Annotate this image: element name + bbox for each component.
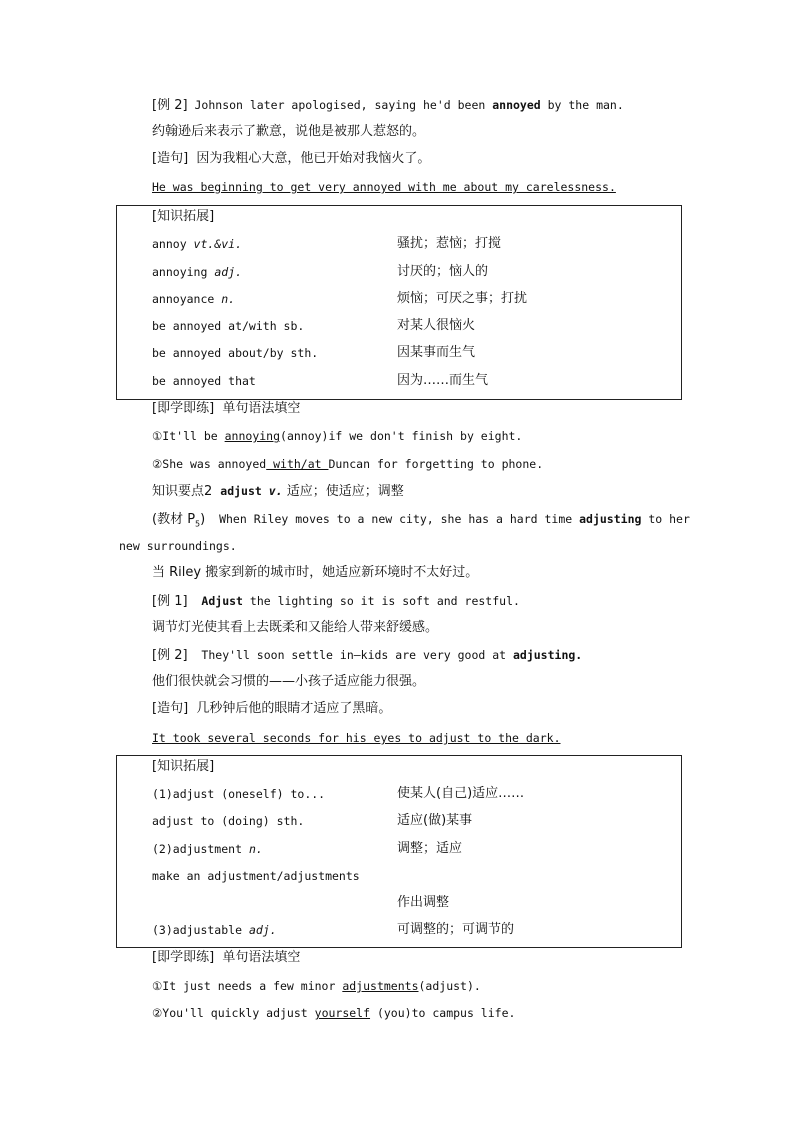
example-1-line: [例 1] Adjust the lighting so it is soft and restful. <box>152 594 520 609</box>
sentence-making-answer: He was beginning to get very annoyed with me about my carelessness. <box>152 180 616 194</box>
practice2-question-2: ②You'll quickly adjust yourself (you)to campus life. <box>152 1006 516 1020</box>
expansion-row: be annoyed at/with sb. <box>152 319 305 333</box>
expansion-meaning: 因为……而生气 <box>397 373 489 388</box>
expansion-row: annoy vt.&vi. <box>152 237 243 251</box>
knowledge-expansion-box-1 <box>116 205 682 400</box>
expansion-meaning: 使某人(自己)适应…… <box>397 786 525 801</box>
practice-heading: [即学即练] 单句语法填空 <box>152 401 301 416</box>
example-1-translation: 调节灯光使其看上去既柔和又能给人带来舒缓感。 <box>152 620 439 635</box>
expansion-meaning: 可调整的；可调节的 <box>397 922 515 937</box>
practice-question-1: ①It'll be annoying(annoy)if we don't finish by eight. <box>152 429 523 443</box>
expansion-meaning: 因某事而生气 <box>397 345 476 360</box>
expansion-meaning: 讨厌的；恼人的 <box>397 264 489 279</box>
expansion-row: adjust to (doing) sth. <box>152 814 305 828</box>
sentence-making-prompt: [造句] 因为我粗心大意，他已开始对我恼火了。 <box>152 151 431 166</box>
textbook-example: (教材 $P_5$) When Riley moves to a new city, she has a hard time adjusting to her <box>152 512 690 529</box>
textbook-translation: 当 Riley 搬家到新的城市时，她适应新环境时不太好过。 <box>152 565 479 580</box>
example-2b-line: [例 2] They'll soon settle in—kids are very good at adjusting. <box>152 648 583 663</box>
box-title: [知识拓展] <box>152 759 215 774</box>
expansion-row: be annoyed about/by sth. <box>152 346 319 360</box>
sentence-making-prompt-2: [造句] 几秒钟后他的眼睛才适应了黑暗。 <box>152 701 392 716</box>
expansion-row: (1)adjust (oneself) to... <box>152 787 326 801</box>
sentence-making-answer-2: It took several seconds for his eyes to adjust to the dark. <box>152 731 561 745</box>
expansion-meaning: 调整；适应 <box>397 841 463 856</box>
practice2-question-1: ①It just needs a few minor adjustments(adjust). <box>152 979 481 993</box>
expansion-meaning: 烦恼；可厌之事；打扰 <box>397 291 528 306</box>
expansion-row: (3)adjustable adj. <box>152 923 277 937</box>
expansion-row: (2)adjustment n. <box>152 842 263 856</box>
expansion-meaning: 对某人很恼火 <box>397 318 476 333</box>
box-title: [知识拓展] <box>152 209 215 224</box>
knowledge-point-badge: 知识要点2 <box>152 484 213 499</box>
expansion-row: annoying adj. <box>152 265 243 279</box>
knowledge-expansion-box-2 <box>116 755 682 948</box>
example-2-line: [例 2] Johnson later apologised, saying he'd been annoyed by the man. <box>152 98 624 113</box>
textbook-example-continued: new surroundings. <box>119 539 237 553</box>
expansion-meaning: 适应(做)某事 <box>397 813 473 828</box>
example-2-translation: 约翰逊后来表示了歉意，说他是被那人惹怒的。 <box>152 124 426 139</box>
expansion-row: annoyance n. <box>152 292 236 306</box>
knowledge-point-2-heading: 知识要点2 adjust v. 适应；使适应；调整 <box>152 484 404 499</box>
expansion-row: be annoyed that <box>152 374 256 388</box>
expansion-meaning: 骚扰；惹恼；打搅 <box>397 236 502 251</box>
example-2b-translation: 他们很快就会习惯的——小孩子适应能力很强。 <box>152 674 426 689</box>
expansion-row: make an adjustment/adjustments <box>152 869 360 883</box>
expansion-meaning: 作出调整 <box>397 895 450 910</box>
practice-heading-2: [即学即练] 单句语法填空 <box>152 950 301 965</box>
practice-question-2: ②She was annoyed with/at Duncan for forgetting to phone. <box>152 457 544 471</box>
